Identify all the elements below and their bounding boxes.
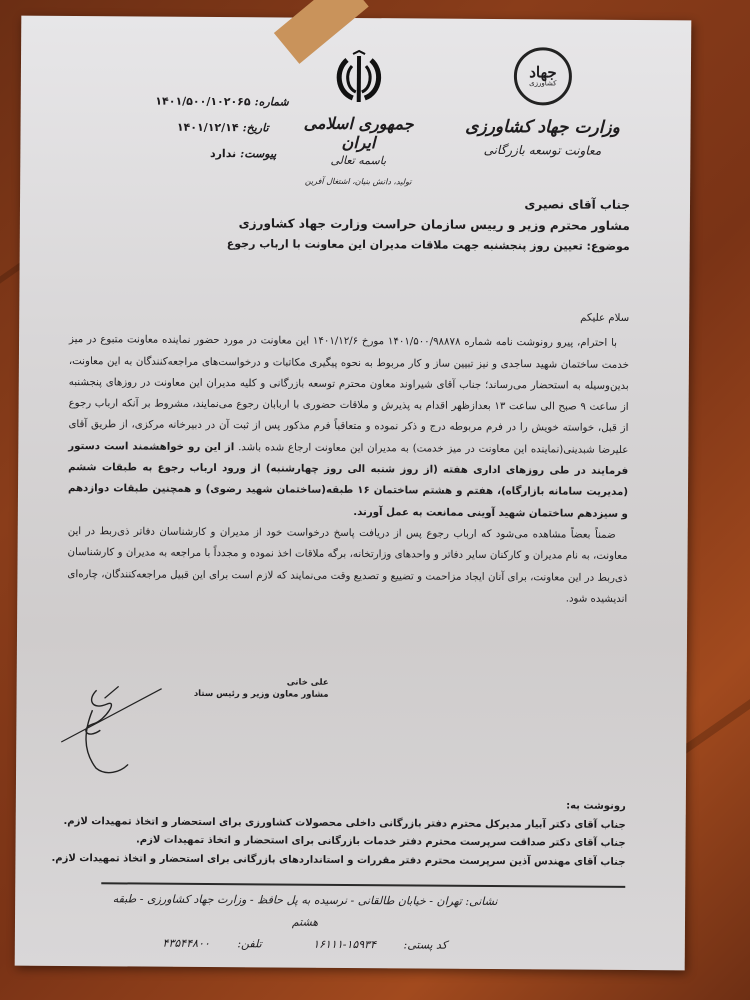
attachment-value: ندارد bbox=[209, 146, 237, 161]
date-label: تاریخ: bbox=[242, 121, 269, 135]
deputy-name: معاونت توسعه بازرگانی bbox=[483, 142, 602, 158]
letter-number bbox=[99, 94, 289, 108]
phone bbox=[151, 937, 274, 951]
cc-item: جناب آقای مهندس آذین سرپرست محترم دفتر مقررات و استانداردهای بازرگانی برای استحضار و اتخاذ تمهیدات لازم. bbox=[51, 852, 626, 868]
republic-title: جمهوری اسلامی ایران bbox=[303, 113, 414, 153]
ministry-header bbox=[452, 47, 633, 158]
letter-subject: موضوع: تعیین روز پنجشنبه جهت ملاقات مدیران این معاونت با ارباب رجوع bbox=[226, 237, 630, 253]
date-value: ۱۴۰۱/۱۲/۱۴ bbox=[176, 120, 239, 135]
republic-header bbox=[288, 48, 429, 187]
postal-code bbox=[301, 938, 459, 952]
addressee-block bbox=[70, 194, 630, 260]
letter-attachment bbox=[98, 146, 288, 160]
iran-emblem-icon bbox=[329, 48, 389, 108]
number-label: شماره: bbox=[254, 95, 289, 109]
paragraph-1-text: با احترام، پیرو رونوشت نامه شماره ۱۴۰۱/۵۰۰/۹۸۸۷۸ مورخ ۱۴۰۱/۱۲/۶ این معاونت در مورد حضور نماینده معاونت متبوع در میز خدمت ساختمان شهید ساجدی و نیز تبیین ساز و کار مربوط به نحوه پیگیری مکاتبات و درخواست‌های مراجعه‌کنندگان به این معاونت، بدین‌وسیله به استحضار می‌رساند؛ جناب آقای شیراوند معاون محترم توسعه بازرگانی و کلیه مدیران این معاونت در روزهای پنجشنبه از ساعت ۹ صبح الی ساعت ۱۳ بعدازظهر اقدام به پذیرش و ملاقات حضوری با اربابان رجوع می‌نمایند، مشروط بر آنکه ارباب رجوع از قبل، خواسته خویش را در فرم مربوطه درج و ذکر نموده و متعاقباً فرم مذکور پس از ثبت آن در دبیرخانه مرکزی، از طریق آقای علیرضا شبدینی(نماینده این معاونت در میز خدمت) به مدیران این معاونت ارجاع شده باشد. bbox=[68, 334, 629, 456]
attachment-label: پیوست: bbox=[240, 147, 277, 161]
cc-item: جناب آقای دکتر آبیار مدیرکل محترم دفتر بازرگانی داخلی محصولات کشاورزی برای استحضار و اتخاذ تمهیدات لازم. bbox=[63, 815, 626, 831]
cc-label: رونوشت به: bbox=[566, 800, 626, 812]
footer-divider bbox=[101, 882, 625, 888]
paragraph-1-bold-request: از این رو خواهشمند است دستور فرمایند در طی روزهای اداری هفته (از روز شنبه الی روز چهارشنبه) از ورود ارباب رجوع به طبقات ششم (مدیریت سامانه بازارگاه)، هفتم و هشتم ساختمان ۱۶ طبقه(ساختمان شهید رضوی) و همچنین طبقات دوازدهم و سیزدهم ساختمان شهید آوینی ممانعت به عمل آورند. bbox=[67, 440, 629, 520]
signer-name: علی خانی bbox=[286, 677, 329, 688]
signer-title: مشاور معاون وزیر و رئیس ستاد bbox=[193, 688, 329, 700]
phone-value: ۴۳۵۴۴۸۰۰ bbox=[162, 936, 210, 951]
footer-contact bbox=[105, 932, 505, 957]
postal-label: کد پستی: bbox=[403, 938, 448, 952]
year-slogan: تولید، دانش بنیان، اشتغال آفرین bbox=[304, 176, 412, 187]
letterhead-footer bbox=[105, 888, 505, 957]
addressee-name: جناب آقای نصیری bbox=[524, 197, 631, 212]
bismillah: باسمه تعالی bbox=[330, 153, 387, 168]
ministry-name: وزارت جهاد کشاورزی bbox=[465, 116, 620, 138]
addressee-title: مشاور محترم وزیر و رییس سازمان حراست وزارت جهاد کشاورزی bbox=[238, 216, 630, 233]
number-value: ۱۴۰۱/۵۰۰/۱۰۲۰۶۵ bbox=[155, 94, 251, 109]
paragraph-1 bbox=[68, 329, 629, 525]
letter-meta bbox=[98, 94, 289, 173]
handwritten-signature-icon bbox=[56, 680, 177, 781]
letter-page bbox=[15, 16, 692, 971]
logo-top-text: جهاد bbox=[529, 62, 557, 82]
phone-label: تلفن: bbox=[237, 937, 262, 951]
cc-item: جناب آقای دکتر صداقت سرپرست محترم دفتر خدمات بازرگانی برای استحضار و اتخاذ تمهیدات لازم. bbox=[135, 834, 626, 849]
greeting: سلام علیکم bbox=[580, 312, 630, 324]
letter-body bbox=[67, 304, 629, 610]
jahad-keshavarzi-logo-icon bbox=[514, 47, 572, 105]
logo-bottom-text: کشاورزی bbox=[529, 78, 557, 88]
footer-address: نشانی: تهران - خیابان طالقانی - نرسیده به پل حافظ - وزارت جهاد کشاورزی - طبقه هشتم bbox=[112, 892, 498, 929]
cc-list bbox=[45, 794, 626, 872]
letter-date bbox=[99, 120, 289, 134]
postal-value: ۱۵۹۳۴-۱۶۱۱۱ bbox=[313, 937, 377, 952]
paragraph-2: ضمناً بعضاً مشاهده می‌شود که ارباب رجوع پس از دریافت پاسخ درخواست خود از مدیران و کارشناسان دفاتر ذی‌ربط در این معاونت، به نام مدیران و کارکنان سایر دفاتر و واحدهای وزارتخانه، برگه ملاقات اخذ نموده و مجدداً با مراجعه به مدیران و کارشناسان ذی‌ربط در این معاونت، برای آنان ایجاد مزاحمت و تضییع و تصدیع وقت می‌نمایند که لازم است برای این قبیل مراجعه‌کنندگان، چاره‌ای اندیشیده شود. bbox=[67, 525, 628, 605]
